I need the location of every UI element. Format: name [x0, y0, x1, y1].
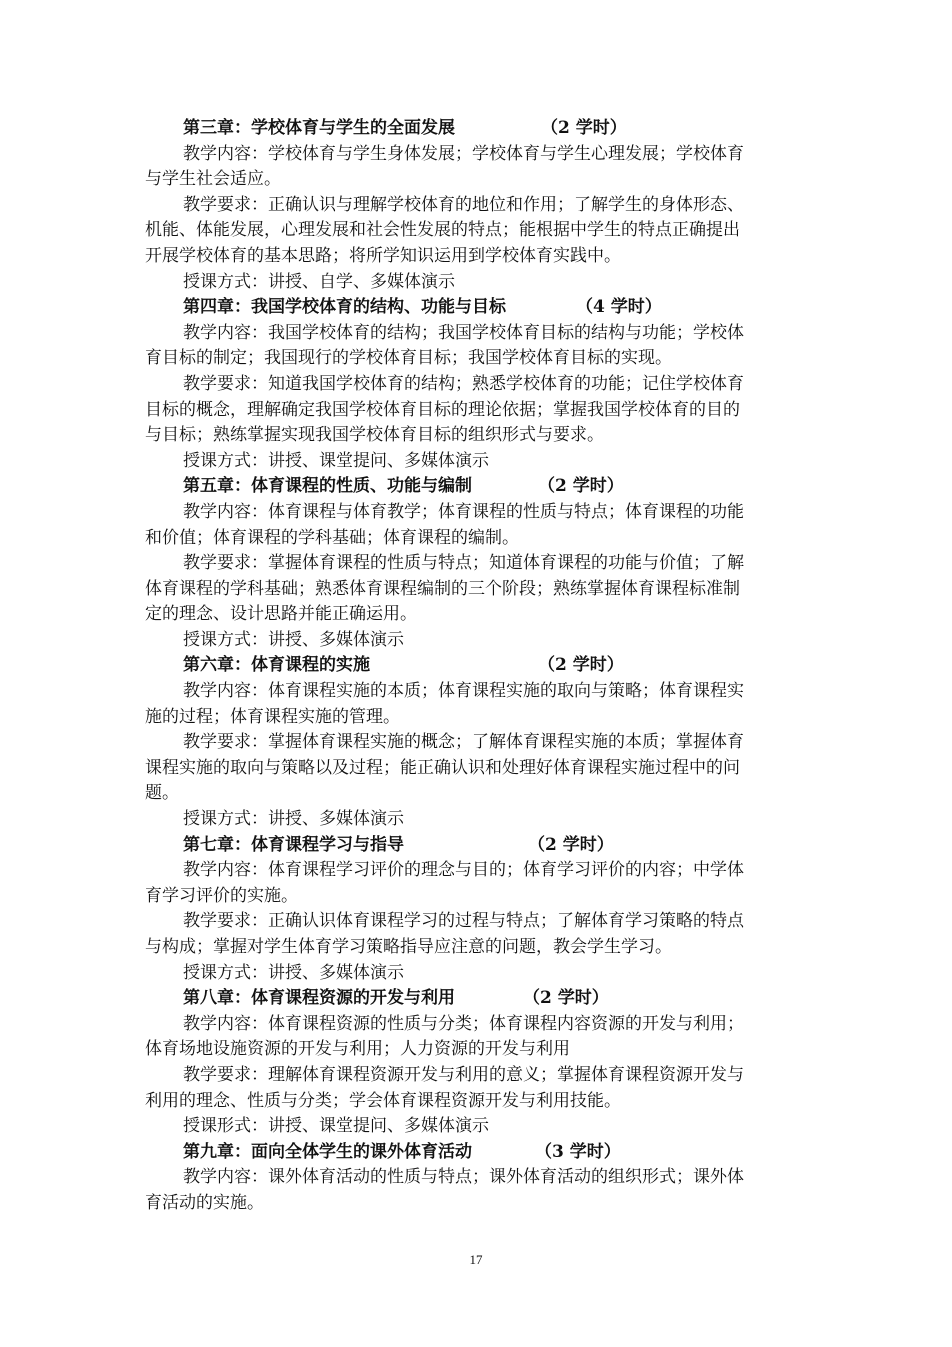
paragraph-line: 题。	[145, 783, 179, 804]
paragraph-line: 教学内容：体育课程资源的性质与分类；体育课程内容资源的开发与利用；	[183, 1013, 744, 1034]
chapter-heading	[145, 986, 811, 1012]
paragraph-line: 定的理念、设计思路并能正确运用。	[145, 604, 417, 625]
chapter-heading	[145, 833, 811, 859]
chapter-hours: （4 学时）	[576, 297, 662, 318]
chapter-title: 第四章：我国学校体育的结构、功能与目标	[183, 297, 506, 318]
chapter-heading	[145, 653, 811, 679]
chapter-heading	[145, 1140, 811, 1166]
paragraph-line: 利用的理念、性质与分类；学会体育课程资源开发与利用技能。	[145, 1090, 621, 1111]
paragraph-line: 目标的概念，理解确定我国学校体育目标的理论依据；掌握我国学校体育的目的	[145, 399, 740, 420]
paragraph-line: 体育场地设施资源的开发与利用；人力资源的开发与利用	[145, 1039, 570, 1060]
chapter-heading	[145, 295, 811, 321]
chapter-hours: （2 学时）	[538, 476, 624, 497]
document-body	[145, 116, 811, 1217]
paragraph-line: 授课形式：讲授、课堂提问、多媒体演示	[183, 1116, 489, 1137]
chapter-hours: （2 学时）	[541, 118, 627, 138]
paragraph-line: 授课方式：讲授、多媒体演示	[183, 962, 404, 983]
chapter-title: 第七章：体育课程学习与指导	[183, 834, 404, 855]
paragraph-line: 教学要求：正确认识与理解学校体育的地位和作用；了解学生的身体形态、	[183, 194, 744, 215]
paragraph-line: 教学要求：理解体育课程资源开发与利用的意义；掌握体育课程资源开发与	[183, 1064, 744, 1085]
paragraph-line: 与构成；掌握对学生体育学习策略指导应注意的问题，教会学生学习。	[145, 937, 672, 957]
chapter-hours: （2 学时）	[538, 655, 624, 676]
paragraph-line: 教学要求：掌握体育课程实施的概念；了解体育课程实施的本质；掌握体育	[183, 732, 744, 753]
chapter-hours: （3 学时）	[535, 1141, 621, 1162]
paragraph-line: 施的过程；体育课程实施的管理。	[145, 706, 400, 727]
paragraph-line: 与目标；熟练掌握实现我国学校体育目标的组织形式与要求。	[145, 425, 604, 446]
paragraph-line: 教学要求：掌握体育课程的性质与特点；知道体育课程的功能与价值；了解	[183, 553, 744, 574]
paragraph-line: 育目标的制定；我国现行的学校体育目标；我国学校体育目标的实现。	[145, 348, 672, 369]
chapter-title: 第八章：体育课程资源的开发与利用	[183, 988, 455, 1009]
paragraph-line: 授课方式：讲授、课堂提问、多媒体演示	[183, 450, 489, 471]
paragraph-line: 教学内容：体育课程学习评价的理念与目的；体育学习评价的内容；中学体	[183, 860, 744, 881]
paragraph-line: 课程实施的取向与策略以及过程；能正确认识和处理好体育课程实施过程中的问	[145, 757, 740, 778]
paragraph-line: 教学要求：正确认识体育课程学习的过程与特点；了解体育学习策略的特点	[183, 911, 744, 932]
paragraph-line: 开展学校体育的基本思路；将所学知识运用到学校体育实践中。	[145, 245, 621, 266]
chapter-title: 第六章：体育课程的实施	[183, 655, 370, 676]
paragraph-line: 授课方式：讲授、多媒体演示	[183, 809, 404, 830]
chapter-hours: （2 学时）	[523, 988, 609, 1009]
paragraph-line: 授课方式：讲授、多媒体演示	[183, 629, 404, 650]
paragraph-line: 授课方式：讲授、自学、多媒体演示	[183, 271, 455, 292]
chapter-hours: （2 学时）	[528, 834, 614, 855]
paragraph-line: 教学要求：知道我国学校体育的结构；熟悉学校体育的功能；记住学校体育	[183, 373, 744, 394]
paragraph-line: 育活动的实施。	[145, 1192, 264, 1213]
paragraph-line: 教学内容：体育课程实施的本质；体育课程实施的取向与策略；体育课程实	[183, 681, 744, 702]
chapter-title: 第三章：学校体育与学生的全面发展	[183, 118, 455, 138]
paragraph-line: 教学内容：课外体育活动的性质与特点；课外体育活动的组织形式；课外体	[183, 1167, 744, 1188]
paragraph-line: 和价值；体育课程的学科基础；体育课程的编制。	[145, 527, 519, 548]
paragraph-line: 教学内容：我国学校体育的结构；我国学校体育目标的结构与功能；学校体	[183, 322, 744, 343]
page-number: 17	[469, 1252, 483, 1267]
paragraph-line: 育学习评价的实施。	[145, 885, 298, 906]
paragraph-line: 教学内容：学校体育与学生身体发展；学校体育与学生心理发展；学校体育	[183, 143, 744, 164]
paragraph-line: 机能、体能发展，心理发展和社会性发展的特点；能根据中学生的特点正确提出	[145, 220, 740, 241]
paragraph-line: 体育课程的学科基础；熟悉体育课程编制的三个阶段；熟练掌握体育课程标准制	[145, 578, 740, 599]
paragraph-line: 与学生社会适应。	[145, 169, 281, 190]
paragraph-line: 教学内容：体育课程与体育教学；体育课程的性质与特点；体育课程的功能	[183, 501, 744, 522]
chapter-title: 第五章：体育课程的性质、功能与编制	[183, 476, 472, 497]
chapter-title: 第九章：面向全体学生的课外体育活动	[183, 1141, 472, 1162]
chapter-heading	[145, 474, 811, 500]
chapter-heading	[145, 116, 811, 142]
